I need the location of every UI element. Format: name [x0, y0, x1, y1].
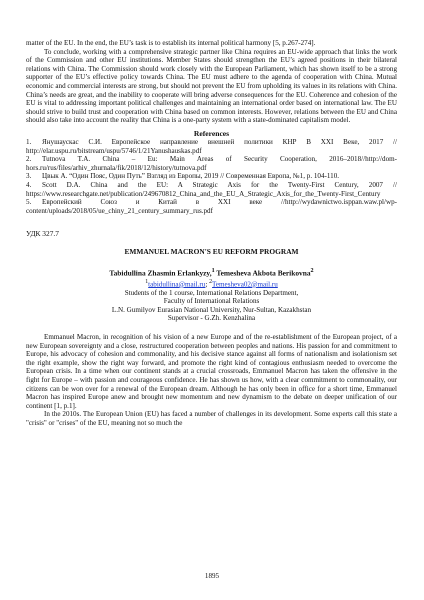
- conclusion-paragraph: To conclude, working with a comprehensive strategic partner like China requires an EU-wide approach that links the work of the Commission and other EU institutions. Member States should strengthen the EU’s agreed positions in their bilateral relations with China. The Commission should work closely with the European Parliament, which has shown itself to be a strong supporter of the EU’s effective policy towards China. The EU must adhere to the agenda of cooperation with China. Mutual economic and commercial interests are strong, but should not prevent the EU from upholding its values in its relations with China. China’s needs are great, and the inability to cooperate will bring adverse consequences for the EU. Coherence and cohesion of the EU is vital to addressing important political challenges and maintaining an international order based on international law. The EU should strive to build trust and cooperation with China based on common interests. However, relations between the EU and China should also take into account the reality that China is a one-party system with a state-dominated capitalism model.: [26, 47, 397, 125]
- continuation-text: matter of the EU. In the end, the EU’s task is to establish its internal political harmony [5, p.267-274].: [26, 39, 316, 47]
- page-number: 1895: [204, 572, 220, 580]
- reference-item: [26, 198, 397, 215]
- email-separator: ;: [205, 280, 210, 289]
- email-link[interactable]: Temesheva02@mail.ru: [212, 280, 278, 289]
- author-superscript: 2: [310, 268, 314, 275]
- reference-item: [26, 181, 397, 198]
- references-list: [26, 138, 397, 215]
- affiliation-line: L.N. Gumilyov Eurasian National University, Nur-Sultan, Kazakhstan: [111, 305, 312, 314]
- body-paragraph: Emmanuel Macron, in recognition of his vision of a new Europe and of the re-establishment of the European project, of a new European sovereignty and a close, restructured cooperation between peoples and nations. His passion for and commitment to Europe, his advocacy of cohesion and commonality, and his decisive stance against all forms of nationalism and isolationism set the right example, show the right way forward, and promote the right kind of contagious enthusiasm needed to overcome the European crisis. In a time when our continent stands at a crucial crossroads, Emmanuel Macron has taken the offensive in the fight for Europe – with passion and courageous confidence. He has shown us how, with a clear commitment to commonality, our citizens can be won over for a renewal of the European dream. Although he has only been in office for a short time, Emmanuel Macron has inspired Europe anew and brought new momentum and new dynamism to the debate on deeper unification of our continent [1, p.1].: [26, 333, 397, 410]
- reference-text: Европейский Союз и Китай в XXI веке //http://wydawnictwo.isppan.waw.pl/wp-content/uploads/2018/05/ue_chiny_21_century_summary_rus.pdf: [26, 198, 397, 215]
- reference-text: Scott D.A. China and the EU: A Strategic Axis for the Twenty-First Century, 2007 // https://www.researchgate.net/publication/249670812_China_and_the_EU_A_Strategic_Axis_for_the_Twenty-First_Century: [26, 180, 397, 198]
- reference-number: 5.: [26, 198, 32, 207]
- page-content: [26, 39, 397, 428]
- emails-line: [26, 278, 397, 289]
- email-link[interactable]: tabidullina@mail.ru: [148, 280, 206, 289]
- reference-item: [26, 155, 397, 172]
- reference-number: 4.: [26, 180, 32, 189]
- reference-text: Tutnova T.A. China – Eu: Main Areas of Security Cooperation, 2016–2018//http://dom-hors.ru/rus/files/arhiv_zhurnala/fik/2018/12/history/tutnova.pdf: [26, 155, 397, 172]
- affiliation-line: Faculty of International Relations: [163, 297, 260, 306]
- reference-item: [26, 138, 397, 155]
- reference-item: [26, 172, 397, 181]
- reference-text: Цвык А. “Один Пояс, Один Путь” Взгляд из Европы, 2019 // Современная Европа, №1, р. 104-110.: [42, 172, 340, 181]
- udc-code: УДК 327.7: [26, 229, 59, 239]
- reference-number: 1.: [26, 137, 32, 146]
- article-title: EMMANUEL MACRON'S EU REFORM PROGRAM: [124, 247, 299, 257]
- email-superscript: 2: [209, 278, 213, 285]
- references-heading: References: [193, 128, 230, 138]
- author-name: Tabidullina Zhasmin Erlankyzy,: [109, 268, 212, 278]
- authors-line: [26, 267, 397, 277]
- author-superscript: 1: [211, 268, 215, 275]
- supervisor-line: Supervisor - G.Zh. Kenzhalina: [167, 314, 256, 323]
- body-paragraph: In the 2010s. The European Union (EU) has faced a number of challenges in its development. Some experts call this state a "crisis" or "crises" of the EU, meaning not so much the: [26, 410, 397, 428]
- reference-number: 3.: [26, 172, 32, 181]
- email-superscript: 1: [145, 278, 149, 285]
- affiliation-line: Students of the 1 course, International Relations Department,: [124, 288, 299, 297]
- reference-number: 2.: [26, 155, 32, 164]
- reference-text: Янушаускас С.И. Европейское направление внешней политики КНР В XXI Веке, 2017 // http://elar.uspu.ru/bitstream/uspu/5746/1/21Yanushauskas.pdf: [26, 137, 397, 155]
- author-name: Temesheva Akbota Berikovna: [216, 268, 311, 278]
